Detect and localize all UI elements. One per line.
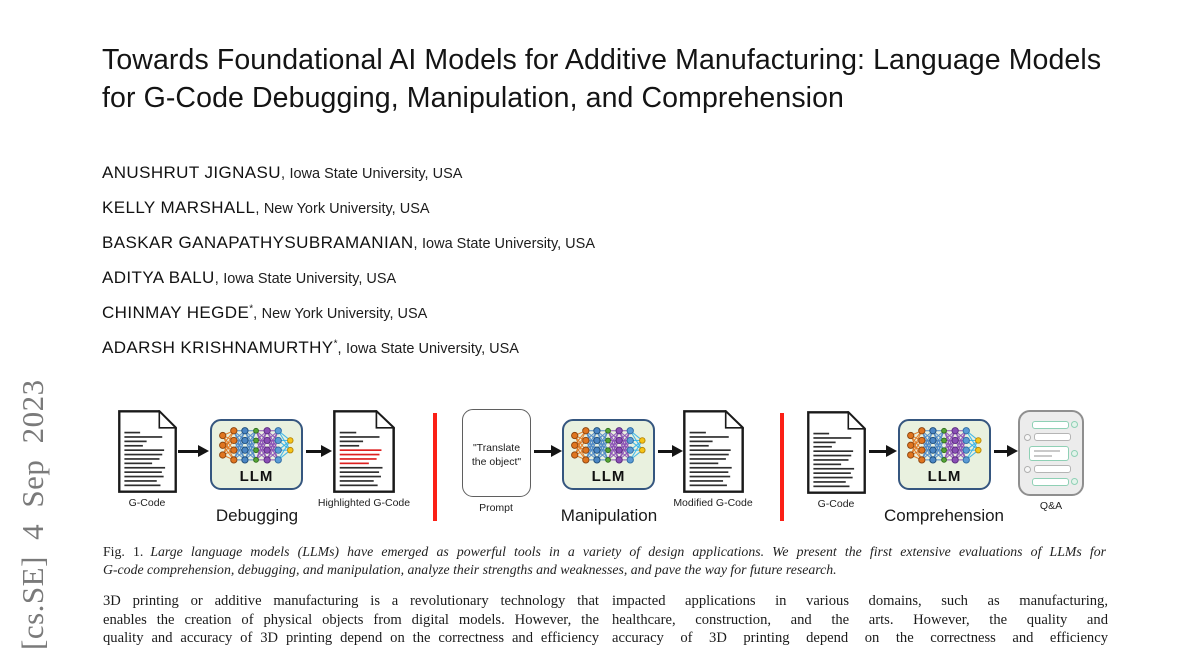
llm-label: LLM xyxy=(927,468,962,485)
author-separator: , xyxy=(255,201,260,217)
llm-label: LLM xyxy=(591,468,626,485)
author-row xyxy=(102,338,519,360)
author-name: ADARSH KRISHNAMURTHY xyxy=(102,338,334,357)
author-row xyxy=(102,163,462,185)
author-affiliation: Iowa State University, USA xyxy=(345,341,519,357)
figure-caption xyxy=(103,543,1106,579)
llm-label: LLM xyxy=(239,468,274,485)
arrow-icon xyxy=(994,450,1007,453)
chat-bubble xyxy=(1029,446,1069,461)
llm-box xyxy=(562,419,655,490)
prompt-label: Prompt xyxy=(479,502,513,514)
chat-avatar-icon xyxy=(1071,450,1078,457)
chat-bubble-row xyxy=(1024,421,1078,429)
chat-bubble-row xyxy=(1024,465,1078,473)
chat-bubble-row xyxy=(1024,478,1078,486)
prompt-text: "Translate the object" xyxy=(471,442,522,468)
author-separator: , xyxy=(280,166,285,182)
manipulation-label: Manipulation xyxy=(560,506,658,525)
body-line: impacted applications in various domains, such as manufacturing, xyxy=(612,593,1108,609)
body-line: quality and accuracy of 3D printing depend on the correctness and efficiency xyxy=(103,630,599,647)
author-separator: , xyxy=(253,306,258,322)
chat-bubble xyxy=(1034,465,1071,473)
author-affiliation: Iowa State University, USA xyxy=(223,271,397,287)
author-separator: , xyxy=(214,271,219,287)
gcode-document-icon xyxy=(118,410,177,493)
author-affiliation: Iowa State University, USA xyxy=(422,236,595,252)
panel-separator xyxy=(780,413,784,521)
neural-network-icon xyxy=(900,421,989,471)
chat-avatar-icon xyxy=(1071,478,1078,485)
arrow-icon xyxy=(534,450,551,453)
highlighted-gcode-document-icon xyxy=(333,410,395,493)
author-row xyxy=(102,198,430,220)
caption-text-line1: Large language models (LLMs) have emerged as powerful tools in a variety of design applications. We present the first extensive evaluations of LLMs for xyxy=(150,544,1106,559)
author-row xyxy=(102,303,427,325)
arxiv-banner: [cs.SE] 4 Sep 2023 xyxy=(15,379,50,650)
chat-avatar-icon xyxy=(1071,421,1078,428)
qa-chat-icon xyxy=(1018,410,1084,496)
author-row xyxy=(102,268,396,290)
body-line: 3D printing or additive manufacturing is a revolutionary technology that xyxy=(103,593,599,609)
debugging-label: Debugging xyxy=(215,506,299,525)
chat-bubble-row xyxy=(1024,433,1078,441)
body-column-right xyxy=(612,592,1108,648)
body-line: enables the creation of physical objects from digital models. However, the xyxy=(103,611,599,628)
caption-lead: Fig. 1. xyxy=(103,544,144,559)
gcode-label: G-Code xyxy=(817,498,855,510)
chat-bubble xyxy=(1034,433,1071,441)
chat-avatar-icon xyxy=(1024,434,1031,441)
chat-bubble-row xyxy=(1024,446,1078,461)
arrow-icon xyxy=(178,450,198,453)
author-separator: , xyxy=(337,341,342,357)
neural-network-icon xyxy=(564,421,653,471)
body-column-left xyxy=(103,592,599,648)
qa-label: Q&A xyxy=(1039,500,1063,512)
comprehension-label: Comprehension xyxy=(883,506,1005,525)
modified-gcode-label: Modified G-Code xyxy=(673,497,753,509)
body-line: healthcare, construction, and the arts. However, the quality and xyxy=(612,611,1108,628)
chat-bubble xyxy=(1032,478,1069,486)
author-affiliation: New York University, USA xyxy=(261,306,428,322)
arrow-icon xyxy=(306,450,321,453)
author-affiliation: New York University, USA xyxy=(263,201,430,217)
author-footnote-mark: * xyxy=(249,303,254,315)
author-name: ANUSHRUT JIGNASU xyxy=(102,163,281,182)
author-name: KELLY MARSHALL xyxy=(102,198,256,217)
modified-gcode-document-icon xyxy=(683,410,744,493)
neural-network-icon xyxy=(212,421,301,471)
author-row xyxy=(102,233,595,255)
author-name: ADITYA BALU xyxy=(102,268,215,287)
caption-text-line2: G-code comprehension, debugging, and manipulation, analyze their strengths and weaknesses, and pave the way for future research. xyxy=(103,562,837,577)
author-footnote-mark: * xyxy=(333,338,338,350)
arrow-icon xyxy=(658,450,672,453)
llm-box xyxy=(210,419,303,490)
chat-bubble xyxy=(1032,421,1069,429)
highlighted-gcode-label: Highlighted G-Code xyxy=(317,497,411,509)
gcode-label: G-Code xyxy=(128,497,166,509)
llm-box xyxy=(898,419,991,490)
chat-avatar-icon xyxy=(1024,466,1031,473)
gcode-document-icon xyxy=(807,411,866,494)
page-title: Towards Foundational AI Models for Additive Manufacturing: Language Models for G-Code Debugging, Manipulation, and Comprehension xyxy=(102,44,1102,114)
author-name: BASKAR GANAPATHYSUBRAMANIAN xyxy=(102,233,414,252)
arrow-icon xyxy=(869,450,886,453)
author-affiliation: Iowa State University, USA xyxy=(289,166,463,182)
author-separator: , xyxy=(413,236,418,252)
prompt-box xyxy=(462,409,531,497)
panel-separator xyxy=(433,413,437,521)
body-line: accuracy of 3D printing depend on the correctness and efficiency xyxy=(612,630,1108,647)
author-name: CHINMAY HEGDE xyxy=(102,303,250,322)
